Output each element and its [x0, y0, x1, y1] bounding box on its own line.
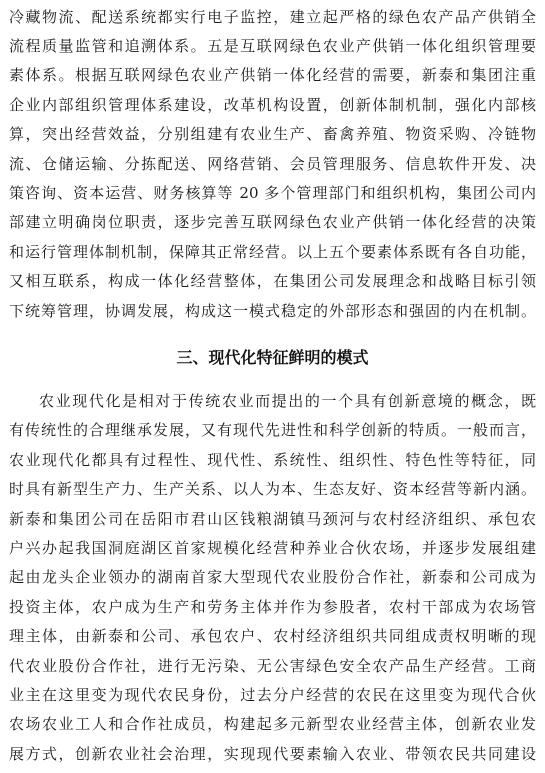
paragraph-line: 流程质量监管和追溯体系。五是互联网绿色农业产供销一体化组织管理要 — [9, 37, 536, 55]
paragraph-line: 素体系。根据互联网绿色农业产供销一体化经营的需要，新泰和集团注重 — [9, 66, 536, 84]
paragraph-line: 农业现代化是相对于传统农业而提出的一个具有创新意境的概念，既 — [39, 392, 536, 410]
paragraph-line: 新泰和集团公司在岳阳市君山区钱粮湖镇马颈河与农村经济组织、承包农 — [9, 510, 536, 528]
paragraph-line: 流、仓储运输、分拣配送、网络营销、会员管理服务、信息软件开发、决 — [9, 155, 536, 173]
paragraph-line: 冷藏物流、配送系统都实行电子监控，建立起严格的绿色农产品产供销全 — [9, 8, 536, 26]
paragraph-line: 代农业股份合作社，进行无污染、无公害绿色安全农产品生产经营。工商 — [9, 657, 536, 675]
paragraph-line: 部建立明确岗位职责，逐步完善互联网绿色农业产供销一体化经营的决策 — [9, 213, 536, 231]
paragraph-line: 农场农业工人和合作社成员，构建起多元新型农业经营主体，创新农业发 — [9, 715, 536, 733]
paragraph-line: 又相互联系，构成一体化经营整体，在集团公司发展理念和战略目标引领 — [9, 272, 536, 290]
paragraph-line: 企业内部组织管理体系建设，改革机构设置，创新体制机制，强化内部核 — [9, 96, 536, 114]
paragraph-line: 投资主体，农户成为生产和劳务主体并作为参股者，农村干部成为农场管 — [9, 598, 536, 616]
paragraph-line: 策咨询、资本运营、财务核算等 20 多个管理部门和组织机构，集团公司内 — [9, 184, 536, 202]
paragraph-line: 算，突出经营效益，分别组建有农业生产、畜禽养殖、物资采购、冷链物 — [9, 125, 536, 143]
paragraph-line: 业主在这里变为现代农民身份，过去分户经营的农民在这里变为现代合伙 — [9, 686, 536, 704]
paragraph-line: 展方式，创新农业社会治理，实现现代要素输入农业、带领农民共同建设 — [9, 745, 536, 763]
paragraph-line: 和运行管理体制机制，保障其正常经营。以上五个要素体系既有各自功能， — [9, 243, 536, 261]
paragraph-line: 理主体，由新泰和公司、承包农户、农村经济组织共同组成责权明晰的现 — [9, 627, 536, 645]
section-heading: 三、现代化特征鲜明的模式 — [176, 348, 369, 367]
paragraph-line: 下统筹管理，协调发展，构成这一模式稳定的外部形态和强固的内在机制。 — [9, 302, 536, 320]
paragraph-line: 户兴办起我国洞庭湖区首家规模化经营种养业合伙农场，并逐步发展组建 — [9, 539, 536, 557]
paragraph-line: 有传统性的合理继承发展，又有现代先进性和科学创新的特质。一般而言， — [9, 421, 536, 439]
paragraph-line: 农业现代化都具有过程性、现代性、系统性、组织性、特色性等特征，同 — [9, 451, 536, 469]
paragraph-line: 起由龙头企业领办的湖南首家大型现代农业股份合作社，新泰和公司成为 — [9, 568, 536, 586]
paragraph-line: 时具有新型生产力、生产关系、以人为本、生态友好、资本经营等新内涵。 — [9, 480, 536, 498]
